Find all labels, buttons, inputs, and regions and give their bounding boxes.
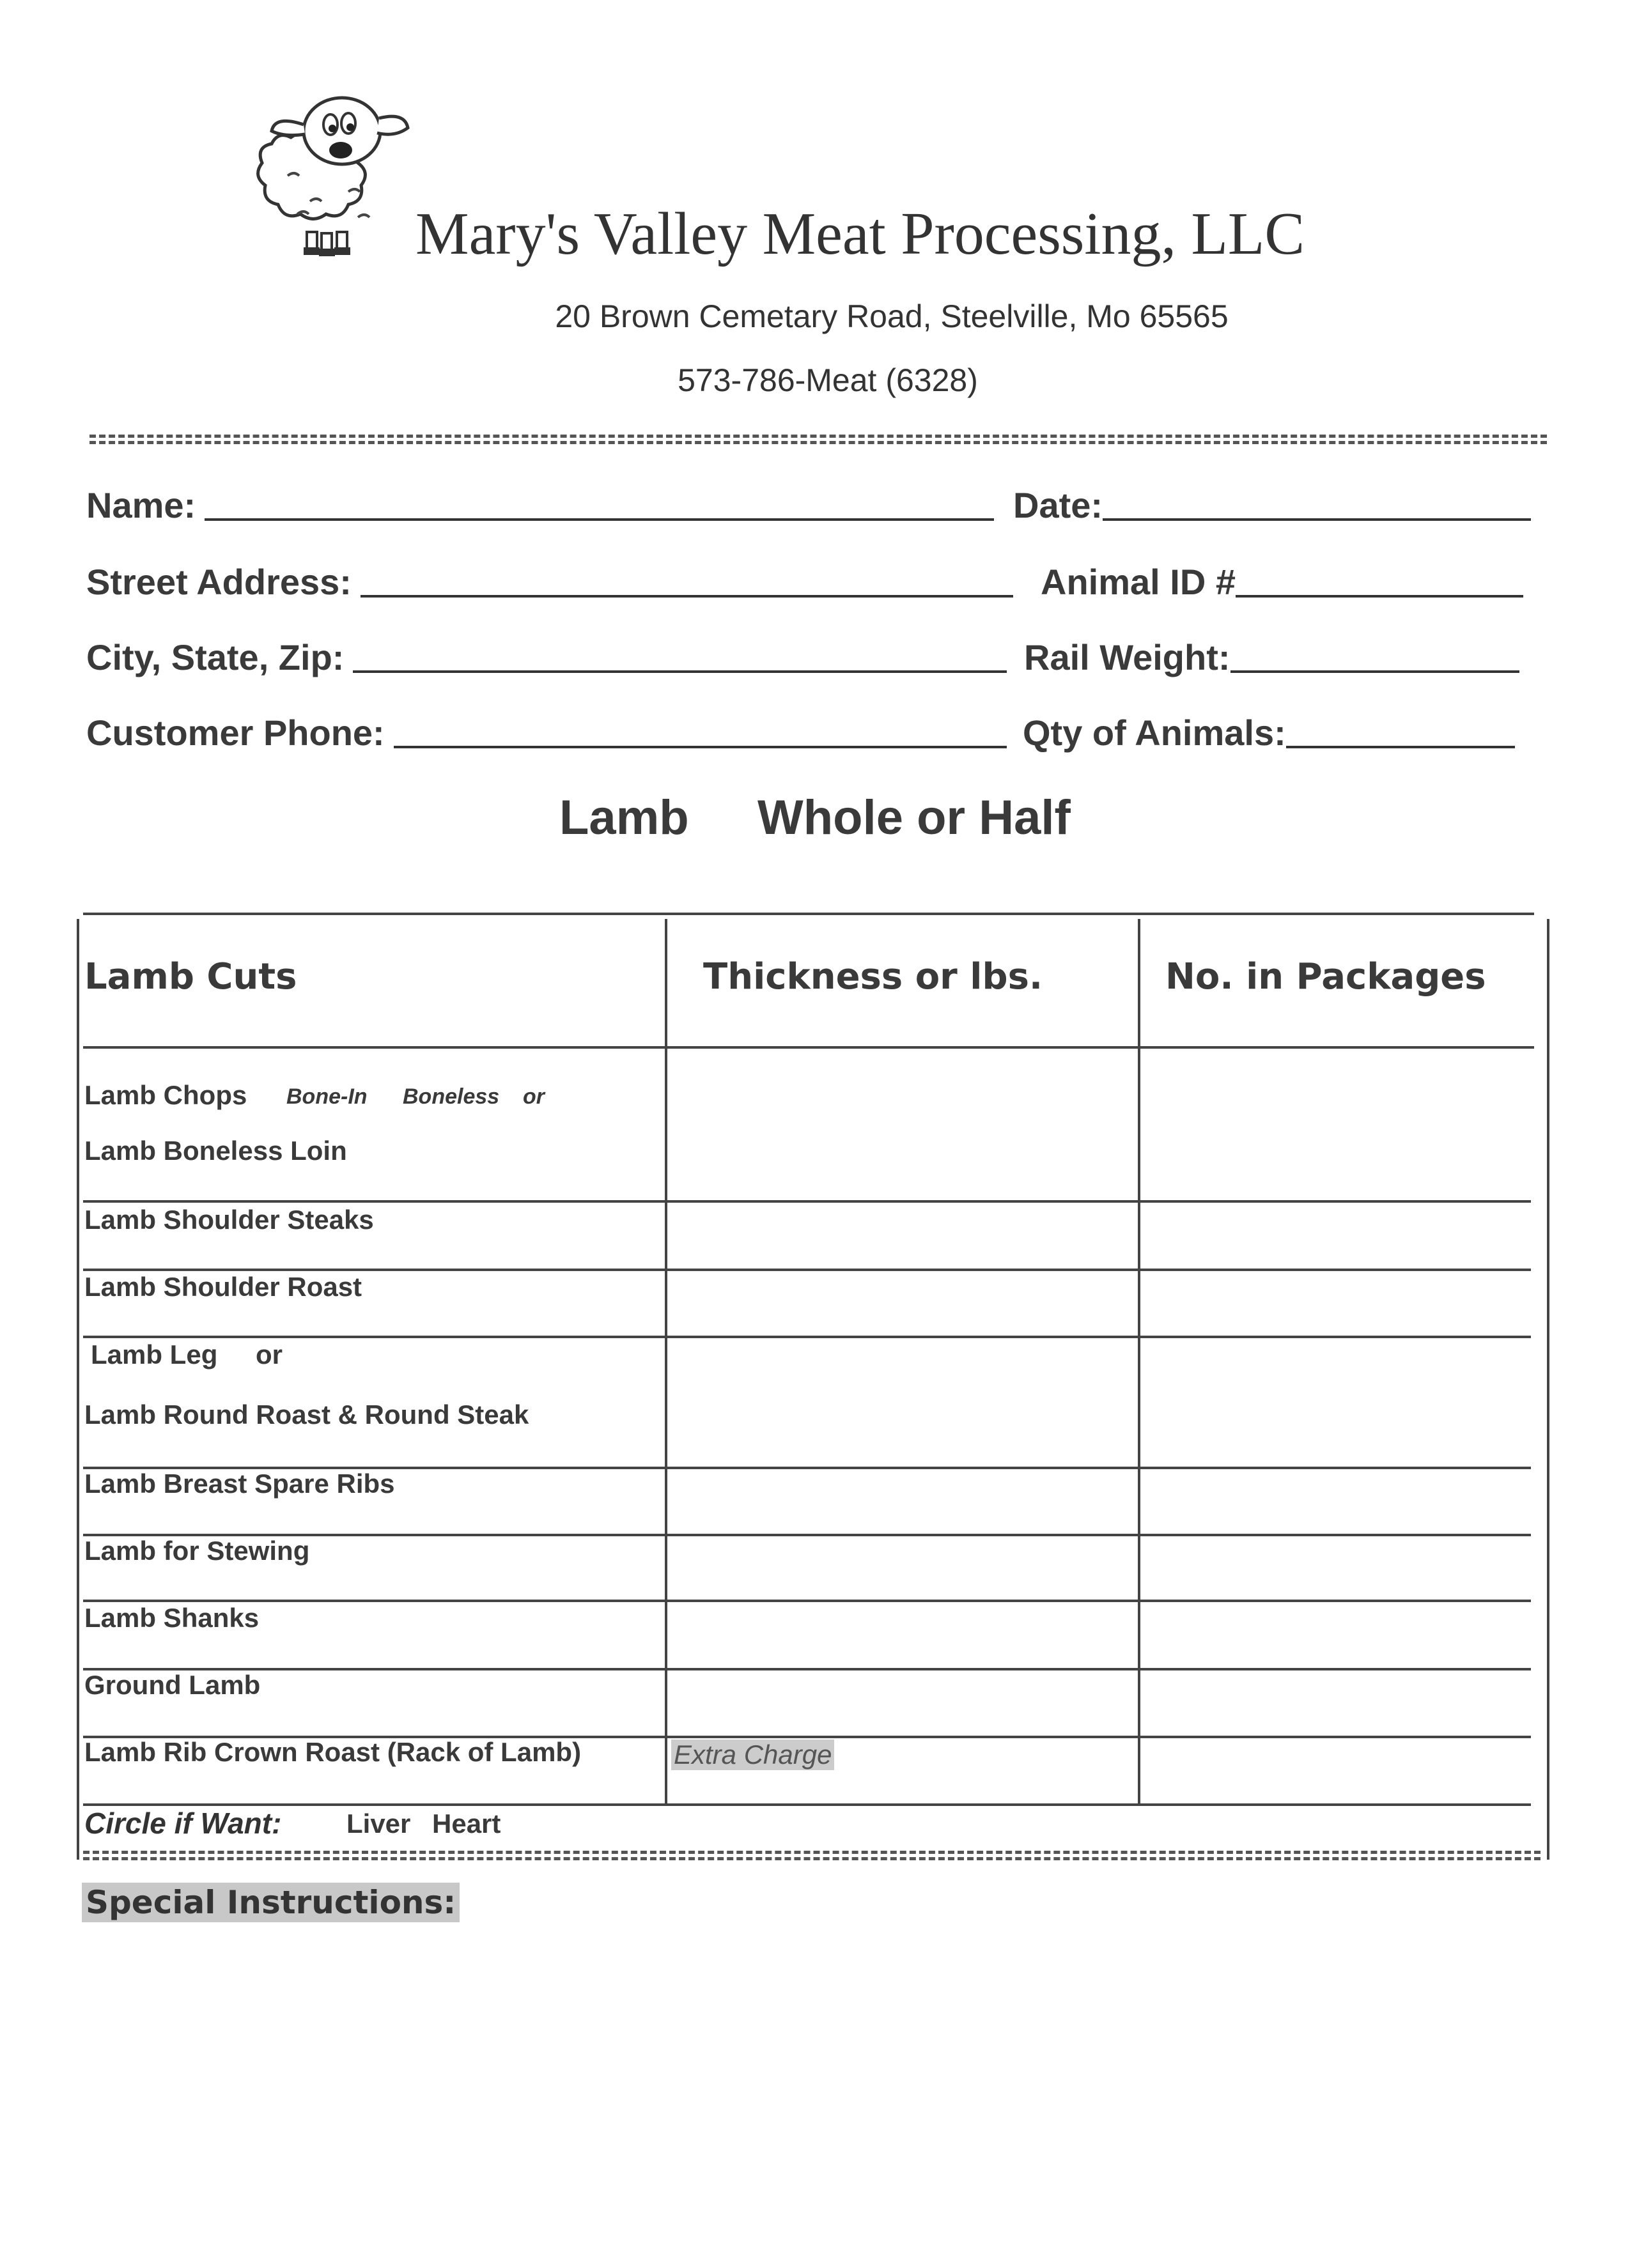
cut-round-roast: Lamb Round Roast & Round Steak	[84, 1400, 529, 1430]
cut-shanks: Lamb Shanks	[84, 1603, 260, 1633]
customer-phone-label: Customer Phone:	[86, 713, 385, 753]
date-label: Date:	[1013, 485, 1103, 525]
extra-charge-note: Extra Charge	[671, 1740, 834, 1770]
cut-ground-lamb: Ground Lamb	[84, 1670, 261, 1700]
qty-animals-label: Qty of Animals:	[1023, 713, 1286, 753]
leg-or: or	[256, 1339, 283, 1369]
street-line	[361, 595, 1013, 598]
rail-weight-label: Rail Weight:	[1024, 637, 1230, 677]
sheep-logo-icon	[252, 80, 425, 259]
rail-weight-field[interactable]	[1024, 636, 1519, 678]
header-divider	[89, 435, 1547, 445]
city-label: City, State, Zip:	[86, 637, 345, 677]
cut-breast-spare-ribs: Lamb Breast Spare Ribs	[84, 1469, 395, 1499]
special-instructions-area[interactable]	[82, 1930, 1539, 2224]
company-address: 20 Brown Cemetary Road, Steelville, Mo 65565	[555, 298, 1229, 334]
customer-phone-field[interactable]	[86, 712, 1007, 753]
street-label: Street Address:	[86, 562, 352, 602]
special-instructions-label: Special Instructions:	[82, 1883, 460, 1922]
cut-shoulder-steaks: Lamb Shoulder Steaks	[84, 1205, 374, 1235]
customer-phone-line	[394, 746, 1007, 748]
street-field[interactable]	[86, 561, 1013, 603]
date-line	[1103, 518, 1531, 521]
qty-animals-line	[1286, 746, 1515, 748]
animal-id-line	[1236, 595, 1523, 598]
company-phone: 573-786-Meat (6328)	[678, 362, 978, 398]
cut-crown-roast: Lamb Rib Crown Roast (Rack of Lamb)	[84, 1737, 582, 1767]
header-lamb-cuts: Lamb Cuts	[84, 956, 297, 998]
cut-shoulder-roast: Lamb Shoulder Roast	[84, 1272, 362, 1302]
cut-lamb-boneless-loin: Lamb Boneless Loin	[84, 1136, 347, 1166]
header-thickness: Thickness or lbs.	[703, 956, 1043, 998]
title-whole-or-half: Whole or Half	[757, 791, 1071, 845]
chops-option-boneless[interactable]: Boneless	[403, 1084, 500, 1109]
cut-lamb-leg: Lamb Leg	[91, 1339, 218, 1369]
chops-option-bone-in[interactable]: Bone-In	[286, 1084, 368, 1109]
company-name: Mary's Valley Meat Processing, LLC	[415, 201, 1305, 267]
option-liver[interactable]: Liver	[346, 1809, 411, 1839]
city-line	[353, 670, 1007, 673]
name-label: Name:	[86, 485, 196, 525]
chops-option-or: or	[523, 1084, 545, 1109]
date-field[interactable]	[1013, 484, 1531, 526]
circle-if-want-label: Circle if Want:	[84, 1807, 282, 1840]
rail-weight-line	[1230, 670, 1519, 673]
animal-id-field[interactable]	[1041, 561, 1523, 603]
header-packages: No. in Packages	[1165, 956, 1486, 998]
qty-animals-field[interactable]	[1023, 712, 1515, 753]
table-bottom-divider	[83, 1851, 1541, 1861]
cut-stewing: Lamb for Stewing	[84, 1536, 310, 1566]
city-field[interactable]	[86, 636, 1007, 678]
animal-id-label: Animal ID #	[1041, 562, 1236, 602]
name-field[interactable]	[86, 484, 994, 526]
name-line	[205, 518, 994, 521]
title-lamb: Lamb	[559, 791, 689, 845]
cut-lamb-chops: Lamb Chops	[84, 1080, 247, 1110]
option-heart[interactable]: Heart	[432, 1809, 501, 1839]
